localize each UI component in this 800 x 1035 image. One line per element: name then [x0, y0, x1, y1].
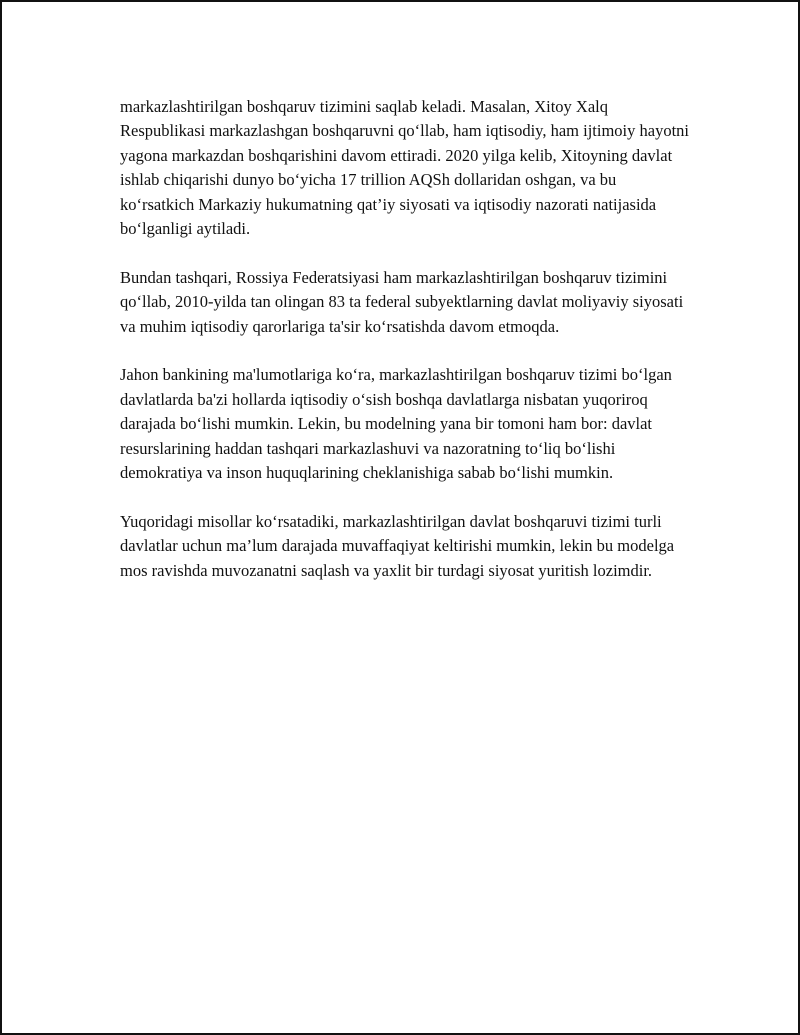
- paragraph-3: Jahon bankining ma'lumotlariga ko‘ra, markazlashtirilgan boshqaruv tizimi bo‘lgan davlatlarda ba'zi hollarda iqtisodiy o‘sish boshqa davlatlarga nisbatan yuqoriroq darajada bo‘lishi mumkin. Lekin, bu modelning yana bir tomoni ham bor: davlat resurslarining haddan tashqari markazlashuvi va nazoratning to‘liq bo‘lishi demokratiya va inson huquqlarining cheklanishiga sabab bo‘lishi mumkin.: [120, 365, 672, 483]
- paragraph-4: Yuqoridagi misollar ko‘rsatadiki, markazlashtirilgan davlat boshqaruvi tizimi turli davlatlar uchun ma’lum darajada muvaffaqiyat keltirishi mumkin, lekin bu modelga mos ravishda muvozanatni saqlash va yaxlit bir turdagi siyosat yuritish lozimdir.: [120, 511, 675, 580]
- document-body: [120, 95, 690, 583]
- paragraph-1: markazlashtirilgan boshqaruv tizimini saqlab keladi. Masalan, Xitoy Xalq Respublikasi markazlashgan boshqaruvni qo‘llab, ham iqtisodiy, ham ijtimoiy hayotni yagona markazdan boshqarishini davom ettiradi. 2020 yilga kelib, Xitoyning davlat ishlab chiqarishi dunyo bo‘yicha 17 trillion AQSh dollaridan oshgan, va bu ko‘rsatkich Markaziy hukumatning qat’iy siyosati va iqtisodiy nazorati natijasida bo‘lganligi aytiladi.: [120, 97, 690, 239]
- paragraph-2: Bundan tashqari, Rossiya Federatsiyasi ham markazlashtirilgan boshqaruv tizimini qo‘llab, 2010-yilda tan olingan 83 ta federal subyektlarning davlat moliyaviy siyosati va muhim iqtisodiy qarorlariga ta'sir ko‘rsatishda davom etmoqda.: [120, 267, 684, 336]
